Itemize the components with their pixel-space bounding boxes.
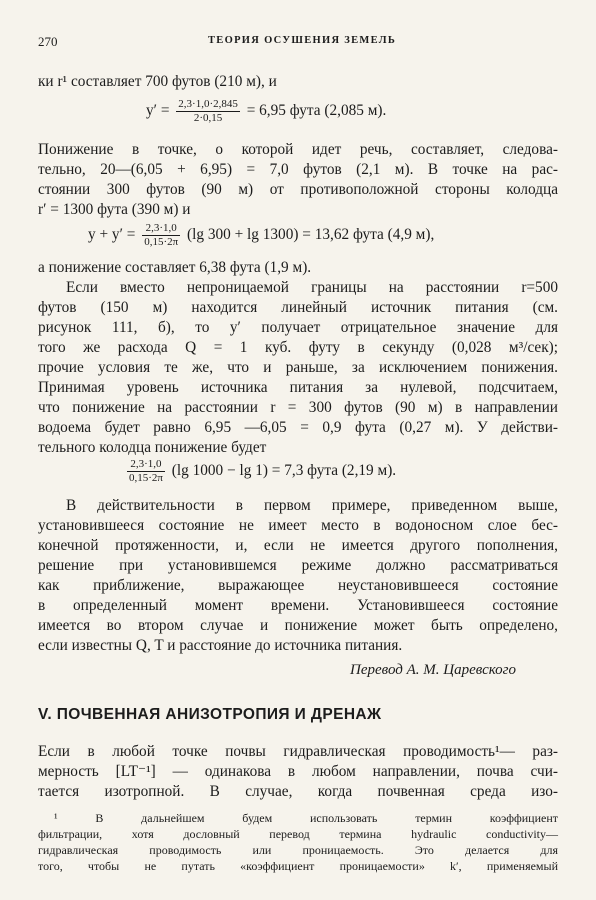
body-line: имеется во втором случае и понижение может быть определено, (38, 617, 558, 634)
body-line: того же расхода Q = 1 куб. футу в секунду (0,028 м³/сек); (38, 339, 558, 356)
formula-1 (146, 98, 386, 125)
body-line: тельного колодца понижение будет (38, 439, 267, 456)
formula-1-rhs: = 6,95 фута (2,085 м). (246, 102, 387, 120)
formula-3-fraction (127, 458, 165, 485)
formula-1-denominator: 2·0,15 (193, 112, 223, 124)
body-line: рисунок 111, б), то y′ получает отрицательное значение для (38, 319, 558, 336)
body-line: Понижение в точке, о которой идет речь, составляет, следова- (38, 141, 558, 158)
footnote-line: гидравлическая проводимость или проницаемость. Это делается для (38, 843, 558, 857)
formula-3-rhs: (lg 1000 − lg 1) = 7,3 фута (2,19 м). (171, 462, 397, 480)
body-line: ки r¹ составляет 700 футов (210 м), и (38, 73, 277, 90)
body-line: в определенный момент времени. Установившееся состояние (38, 597, 558, 614)
body-line: стоянии 300 футов (90 м) от противоположной стороны колодца (38, 181, 558, 198)
footnote-line: того, чтобы не путать «коэффициент проницаемости» k′, применяемый (38, 859, 558, 873)
formula-2-denominator: 0,15·2π (144, 236, 179, 248)
formula-2-fraction (142, 222, 180, 249)
translator-signature: Перевод А. М. Царевского (350, 662, 517, 678)
section-title: V. ПОЧВЕННАЯ АНИЗОТРОПИЯ И ДРЕНАЖ (38, 706, 382, 723)
body-line: как приближение, выражающее неустановившееся состояние (38, 577, 558, 594)
body-line: Если вместо непроницаемой границы на расстоянии r=500 (66, 279, 558, 296)
formula-1-fraction (176, 98, 240, 125)
page-number: 270 (38, 34, 58, 49)
formula-1-numerator: 2,3·1,0·2,845 (178, 98, 238, 110)
body-line: В действительности в первом примере, приведенном выше, (66, 497, 558, 514)
section-line: мерность [LT⁻¹] — одинакова в любом направлении, почва счи- (38, 763, 558, 780)
body-line: футов (150 м) находится линейный источник питания (см. (38, 299, 558, 316)
body-line: решение при установившемся режиме должно рассматриваться (38, 557, 558, 574)
formula-2-rhs: (lg 300 + lg 1300) = 13,62 фута (4,9 м), (187, 226, 435, 244)
formula-3-denominator: 0,15·2π (129, 472, 163, 484)
body-line: прочие условия те же, что и раньше, за исключением понижения. (38, 359, 558, 376)
body-line: а понижение составляет 6,38 фута (1,9 м). (38, 259, 312, 276)
formula-3-numerator: 2,3·1,0 (127, 458, 165, 472)
body-line: если известны Q, T и расстояние до источника питания. (38, 637, 403, 654)
section-line: Если в любой точке почвы гидравлическая проводимость¹— раз- (38, 743, 558, 760)
footnote-line: ¹ В дальнейшем будем использовать термин коэффициент (54, 811, 558, 825)
footnote-line: фильтрации, хотя дословный перевод термина hydraulic conductivity— (38, 827, 558, 841)
body-line: установившееся состояние не имеет место в водоносном слое бес- (38, 517, 558, 534)
formula-2-lhs: y + y′ = (88, 226, 136, 244)
formula-3 (124, 458, 396, 485)
running-title: ТЕОРИЯ ОСУШЕНИЯ ЗЕМЕЛЬ (208, 35, 397, 46)
body-line: Принимая уровень источника питания за нулевой, подсчитаем, (38, 379, 558, 396)
section-line: тается изотропной. В случае, когда почвенная среда изо- (38, 783, 558, 800)
formula-2 (88, 222, 434, 249)
body-line: что понижение на расстоянии r = 300 футов (90 м) в направлении (38, 399, 558, 416)
body-line: r′ = 1300 фута (390 м) и (38, 201, 191, 218)
body-line: водоема будет равно 6,95 —6,05 = 0,9 фута (0,27 м). У действи- (38, 419, 558, 436)
body-line: тельно, 20—(6,05 + 6,95) = 7,0 футов (2,1 м). В точке на рас- (38, 161, 558, 178)
formula-1-lhs: y′ = (146, 102, 170, 120)
formula-2-numerator: 2,3·1,0 (142, 222, 180, 236)
page-header (38, 34, 558, 52)
body-line: конечной протяженности, и, если не имеется другого пополнения, (38, 537, 558, 554)
